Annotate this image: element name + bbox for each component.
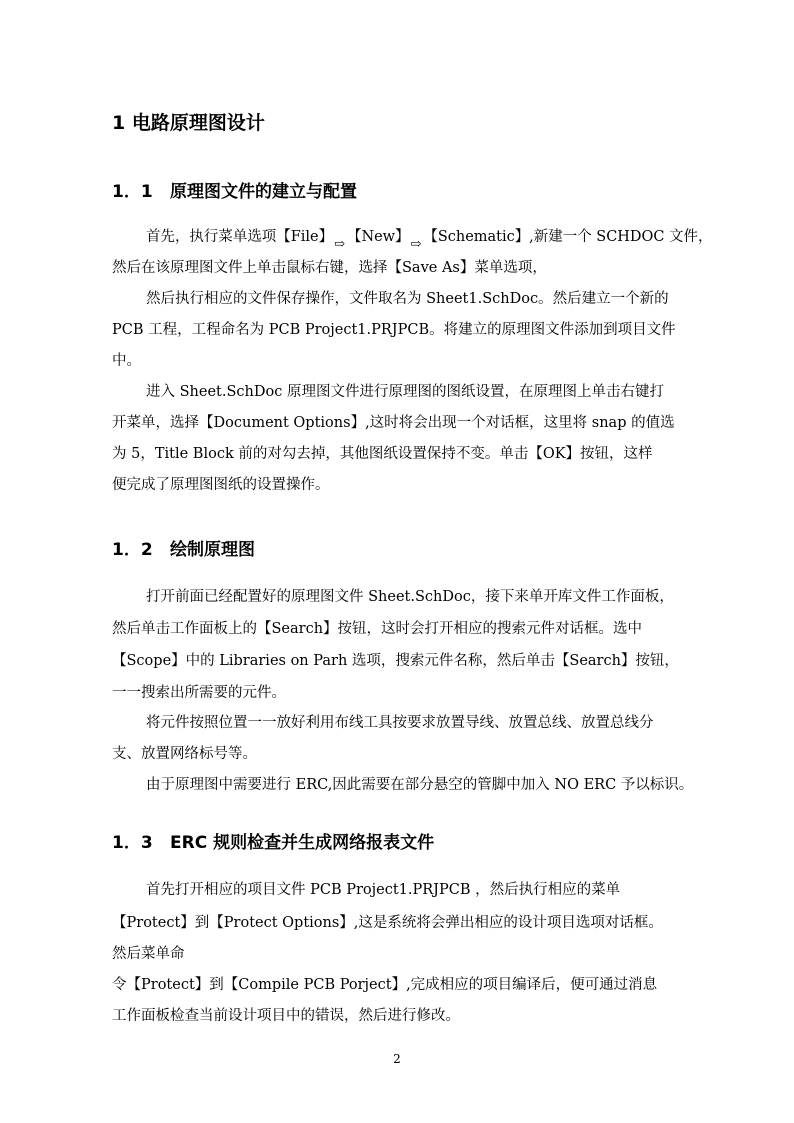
section-heading-1-3 bbox=[112, 828, 434, 853]
paragraph-line: 支、放置网络标号等。 bbox=[112, 746, 257, 762]
paragraph-line: 然后单击工作面板上的【Search】按钮，这时会打开相应的搜索元件对话框。选中 bbox=[112, 621, 643, 637]
paragraph-line bbox=[146, 227, 712, 255]
text-run: 【New】 bbox=[346, 229, 410, 245]
section-number: 1．2 bbox=[112, 540, 153, 560]
paragraph-line: 为 5，Title Block 前的对勾去掉，其他图纸设置保持不变。单击【OK】按钮，这样 bbox=[112, 446, 653, 462]
paragraph-line: 将元件按照位置一一放好利用布线工具按要求放置导线、放置总线、放置总线分 bbox=[146, 715, 654, 731]
paragraph-line: 然后菜单命 bbox=[112, 946, 185, 962]
paragraph-line: 令【Protect】到【Compile PCB Porject】,完成相应的项目编译后，便可通过消息 bbox=[112, 977, 658, 993]
chapter-heading: 1 电路原理图设计 bbox=[112, 112, 265, 134]
paragraph-line: 开菜单，选择【Document Options】,这时将会出现一个对话框，这里将 snap 的值选 bbox=[112, 415, 675, 431]
paragraph-line: 进入 Sheet.SchDoc 原理图文件进行原理图的图纸设置，在原理图上单击右键打 bbox=[146, 384, 664, 400]
section-heading-1-1 bbox=[112, 177, 357, 202]
paragraph-line: 然后执行相应的文件保存操作，文件取名为 Sheet1.SchDoc。然后建立一个新的 bbox=[146, 291, 669, 307]
arrow-icon: ⇨ bbox=[410, 237, 422, 252]
paragraph-line: PCB 工程，工程命名为 PCB Project1.PRJPCB。将建立的原理图文件添加到项目文件 bbox=[112, 322, 676, 338]
paragraph-line: 打开前面已经配置好的原理图文件 Sheet.SchDoc，接下来单开库文件工作面板， bbox=[146, 589, 674, 605]
section-number: 1．3 bbox=[112, 833, 153, 853]
section-title: 绘制原理图 bbox=[170, 540, 255, 560]
section-heading-1-2 bbox=[112, 535, 255, 560]
section-number: 1．1 bbox=[112, 182, 153, 202]
paragraph-line: 中。 bbox=[112, 353, 141, 369]
page-number: 2 bbox=[393, 1052, 401, 1066]
paragraph-line: 一一搜索出所需要的元件。 bbox=[112, 685, 286, 701]
text-run: 首先，执行菜单选项【File】 bbox=[146, 229, 334, 245]
paragraph-line: 便完成了原理图图纸的设置操作。 bbox=[112, 477, 330, 493]
text-run: 【Schematic】,新建一个 SCHDOC 文件， bbox=[423, 229, 713, 245]
section-title: ERC 规则检查并生成网络报表文件 bbox=[170, 833, 435, 853]
paragraph-line: 由于原理图中需要进行 ERC,因此需要在部分悬空的管脚中加入 NO ERC 予以标识。 bbox=[146, 777, 694, 793]
paragraph-line: 首先打开相应的项目文件 PCB Project1.PRJPCB ，然后执行相应的菜单 bbox=[146, 882, 621, 898]
section-title: 原理图文件的建立与配置 bbox=[170, 182, 357, 202]
paragraph-line: 【Protect】到【Protect Options】,这是系统将会弹出相应的设计项目选项对话框。 bbox=[112, 915, 663, 931]
paragraph-line: 【Scope】中的 Libraries on Parh 选项，搜索元件名称，然后单击【Search】按钮， bbox=[112, 653, 679, 669]
paragraph-line: 工作面板检查当前设计项目中的错误，然后进行修改。 bbox=[112, 1008, 460, 1024]
arrow-icon: ⇨ bbox=[334, 237, 345, 252]
paragraph-line: 然后在该原理图文件上单击鼠标右键，选择【Save As】菜单选项， bbox=[112, 260, 547, 276]
